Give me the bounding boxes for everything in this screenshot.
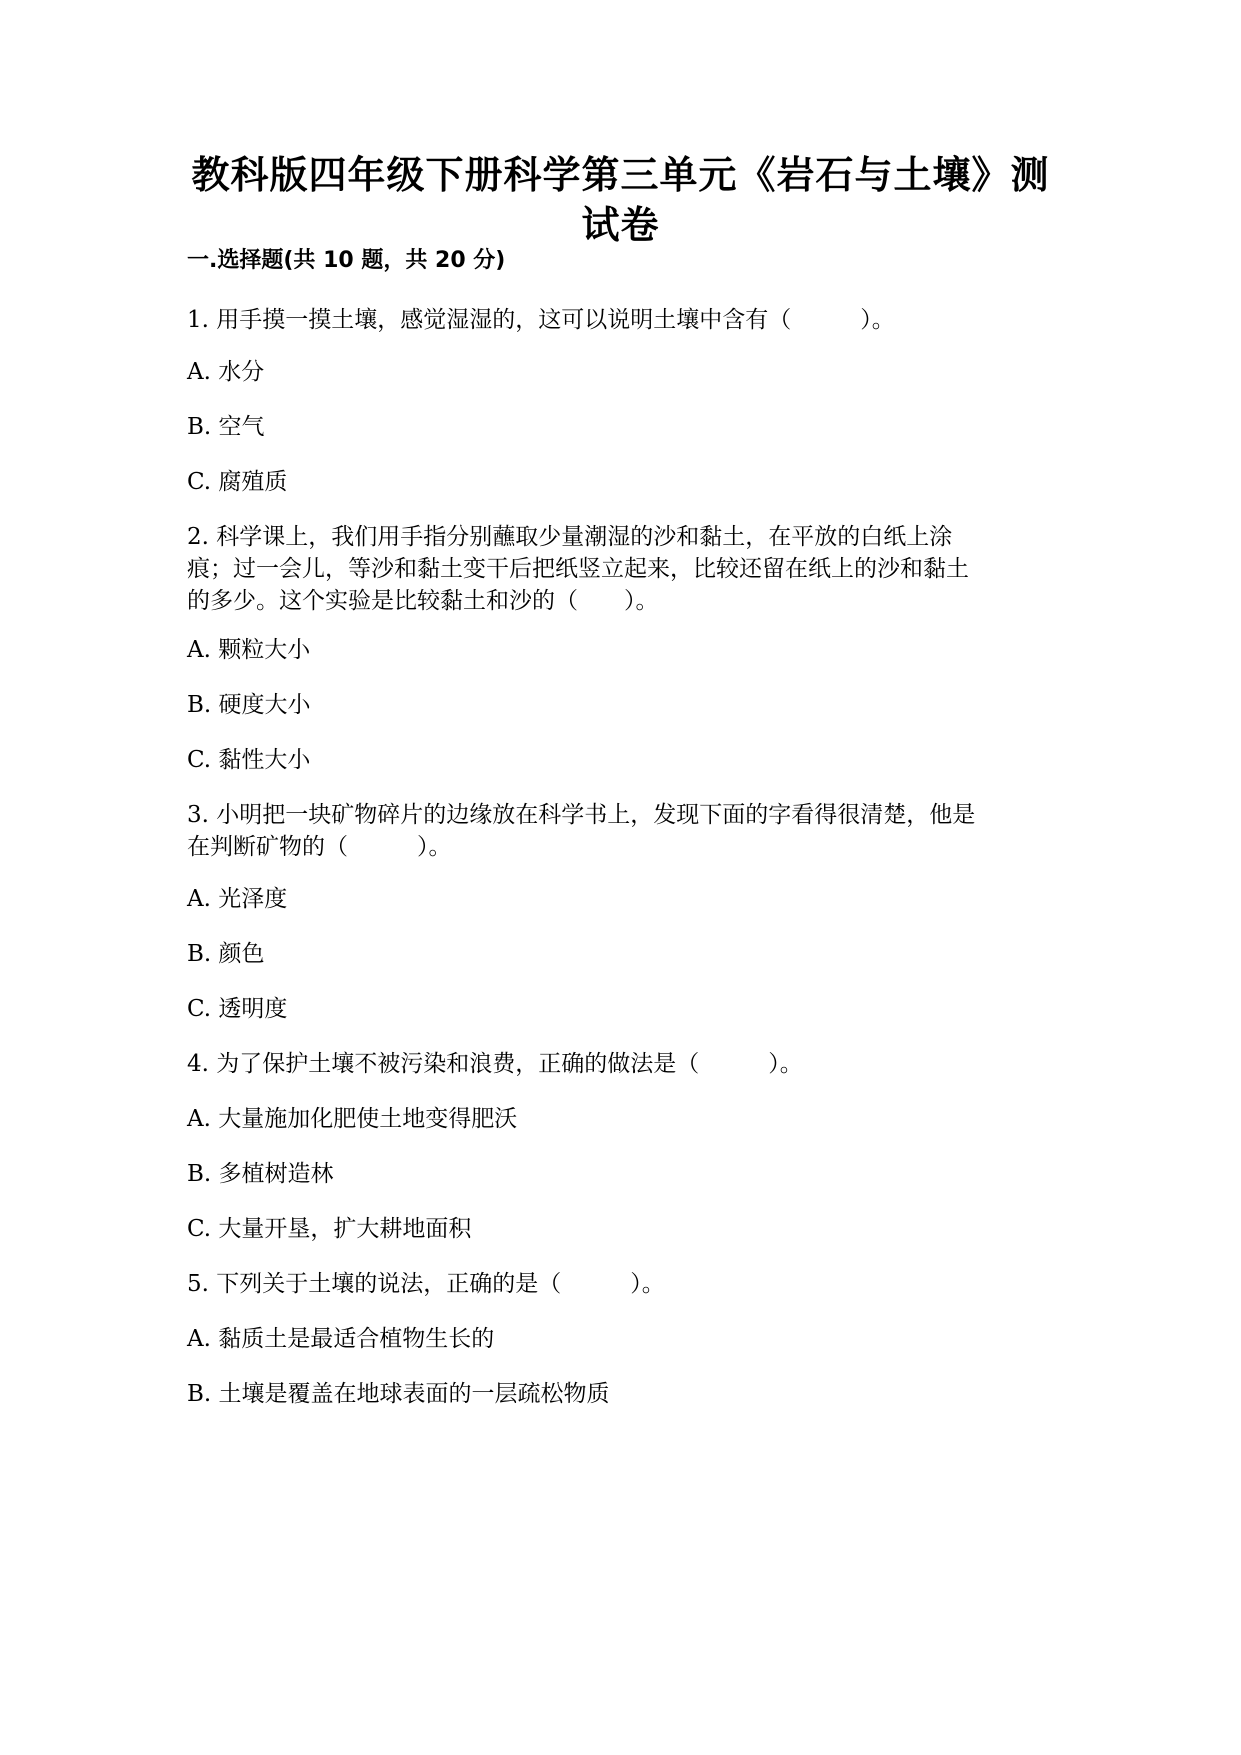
question-2-option-b: B. 硬度大小: [187, 692, 311, 718]
question-2-option-a: A. 颗粒大小: [187, 637, 311, 663]
question-3-stem-line-2: 在判断矿物的（ ）。: [187, 834, 452, 860]
question-2-stem-line-3: 的多少。这个实验是比较黏土和沙的（ ）。: [187, 588, 659, 614]
question-3-option-a: A. 光泽度: [187, 886, 288, 912]
question-5-option-a: A. 黏质土是最适合植物生长的: [187, 1326, 495, 1352]
page-title: 教科版四年级下册科学第三单元《岩石与土壤》测: [191, 153, 1050, 197]
question-4-stem: 4. 为了保护土壤不被污染和浪费，正确的做法是（ ）。: [187, 1051, 803, 1077]
section-heading: 一.选择题(共 10 题，共 20 分): [187, 248, 506, 273]
question-2-option-c: C. 黏性大小: [187, 747, 311, 773]
question-4-option-a: A. 大量施加化肥使土地变得肥沃: [187, 1106, 518, 1132]
question-3-stem-line-1: 3. 小明把一块矿物碎片的边缘放在科学书上，发现下面的字看得很清楚，他是: [187, 802, 976, 828]
question-1-option-a: A. 水分: [187, 359, 265, 385]
question-1-option-b: B. 空气: [187, 414, 265, 440]
question-5-option-b: B. 土壤是覆盖在地球表面的一层疏松物质: [187, 1381, 610, 1407]
question-1-option-c: C. 腐殖质: [187, 469, 288, 495]
question-3-option-b: B. 颜色: [187, 941, 265, 967]
page-title-continued: 试卷: [581, 203, 660, 247]
question-3-option-c: C. 透明度: [187, 996, 288, 1022]
question-5-stem: 5. 下列关于土壤的说法，正确的是（ ）。: [187, 1271, 665, 1297]
question-2-stem-line-2: 痕；过一会儿，等沙和黏土变干后把纸竖立起来，比较还留在纸上的沙和黏土: [187, 556, 969, 582]
question-4-option-b: B. 多植树造林: [187, 1161, 334, 1187]
question-1-stem: 1. 用手摸一摸土壤，感觉湿湿的，这可以说明土壤中含有（ ）。: [187, 307, 895, 333]
question-2-stem-line-1: 2. 科学课上，我们用手指分别蘸取少量潮湿的沙和黏土，在平放的白纸上涂: [187, 524, 953, 550]
question-4-option-c: C. 大量开垦，扩大耕地面积: [187, 1216, 472, 1242]
